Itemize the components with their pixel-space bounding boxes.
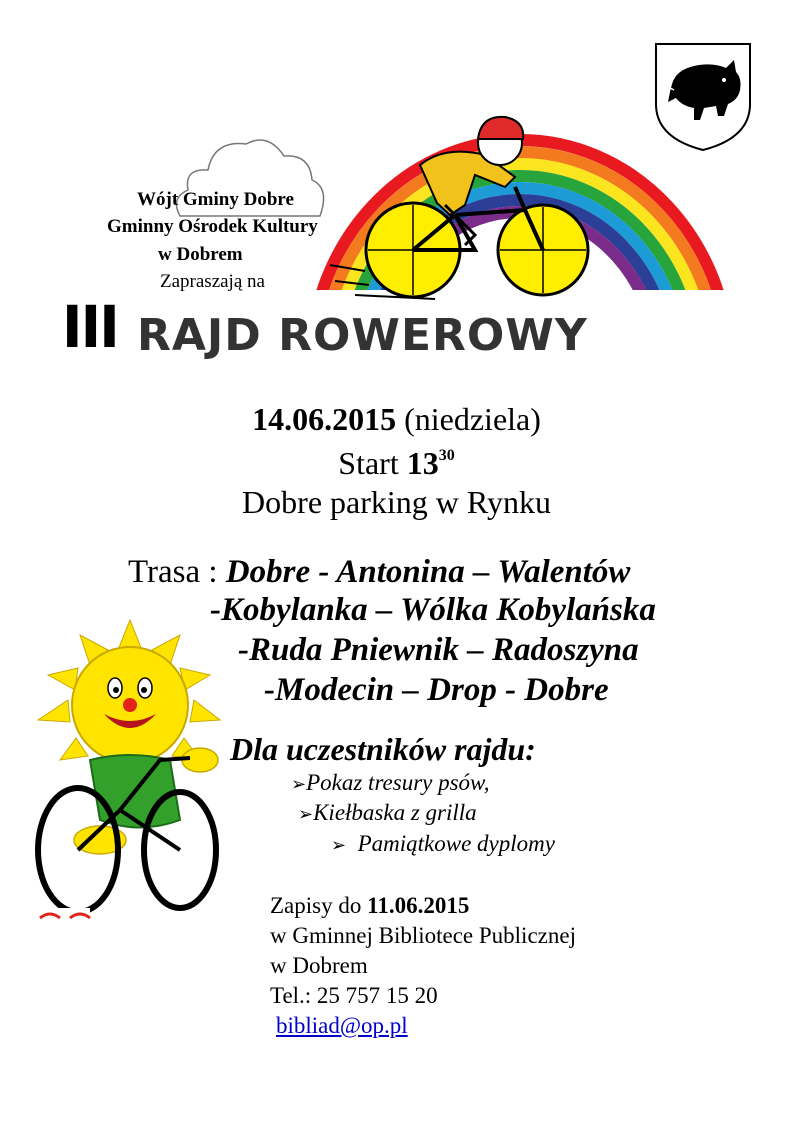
participant-item-label: Pokaz tresury psów, xyxy=(306,770,490,795)
route-stops-4: -Modecin – Drop - Dobre xyxy=(264,672,609,708)
registration-phone: Tel.: 25 757 15 20 xyxy=(270,983,438,1008)
participant-item xyxy=(331,831,555,857)
organizer-line-2: Gminny Ośrodek Kultury xyxy=(107,216,318,237)
participants-heading: Dla uczestników rajdu: xyxy=(230,731,536,767)
registration-label: Zapisy do xyxy=(270,893,362,918)
route-line-4 xyxy=(264,672,609,709)
participant-item xyxy=(298,800,477,826)
invitation-text: Zapraszają na xyxy=(160,271,265,292)
start-hour: 13 xyxy=(406,445,439,481)
route-line-3 xyxy=(238,632,639,669)
registration-deadline: 11.06.2015 xyxy=(367,893,470,918)
organizer-line-3: w Dobrem xyxy=(158,244,243,265)
start-line xyxy=(0,445,793,482)
event-place: Dobre parking w Rynku xyxy=(242,484,551,520)
start-minutes: 30 xyxy=(438,447,455,464)
start-label: Start xyxy=(338,445,399,481)
route-stops-1: Dobre - Antonina – Walentów xyxy=(225,554,631,590)
sun-mascot-illustration xyxy=(30,610,230,920)
participant-item-label: Pamiątkowe dyplomy xyxy=(357,831,555,856)
route-stops-2: -Kobylanka – Wólka Kobylańska xyxy=(210,592,656,628)
event-date: 14.06.2015 xyxy=(252,401,397,437)
event-title: RAJD ROWEROWY xyxy=(137,310,588,361)
route-label: Trasa : xyxy=(128,554,218,590)
edition-numeral: III xyxy=(62,293,118,361)
route-line-1 xyxy=(128,554,630,591)
arrow-bullet-icon: ➢ xyxy=(331,835,347,856)
registration-venue: w Gminnej Bibliotece Publicznej xyxy=(270,923,576,948)
registration-deadline-line xyxy=(270,893,469,919)
date-line xyxy=(0,401,793,438)
cyclist-illustration xyxy=(325,105,590,310)
email-link[interactable]: bibliad@op.pl xyxy=(276,1013,408,1038)
arrow-bullet-icon: ➢ xyxy=(298,804,314,825)
event-weekday: (niedziela) xyxy=(404,401,541,437)
arrow-bullet-icon: ➢ xyxy=(291,774,307,795)
organizer-line-1: Wójt Gminy Dobre xyxy=(137,189,294,210)
registration-town: w Dobrem xyxy=(270,953,368,978)
route-stops-3: -Ruda Pniewnik – Radoszyna xyxy=(238,632,639,668)
participant-item-label: Kiełbaska z grilla xyxy=(313,800,477,825)
participant-item xyxy=(291,770,489,796)
route-line-2 xyxy=(210,592,656,629)
